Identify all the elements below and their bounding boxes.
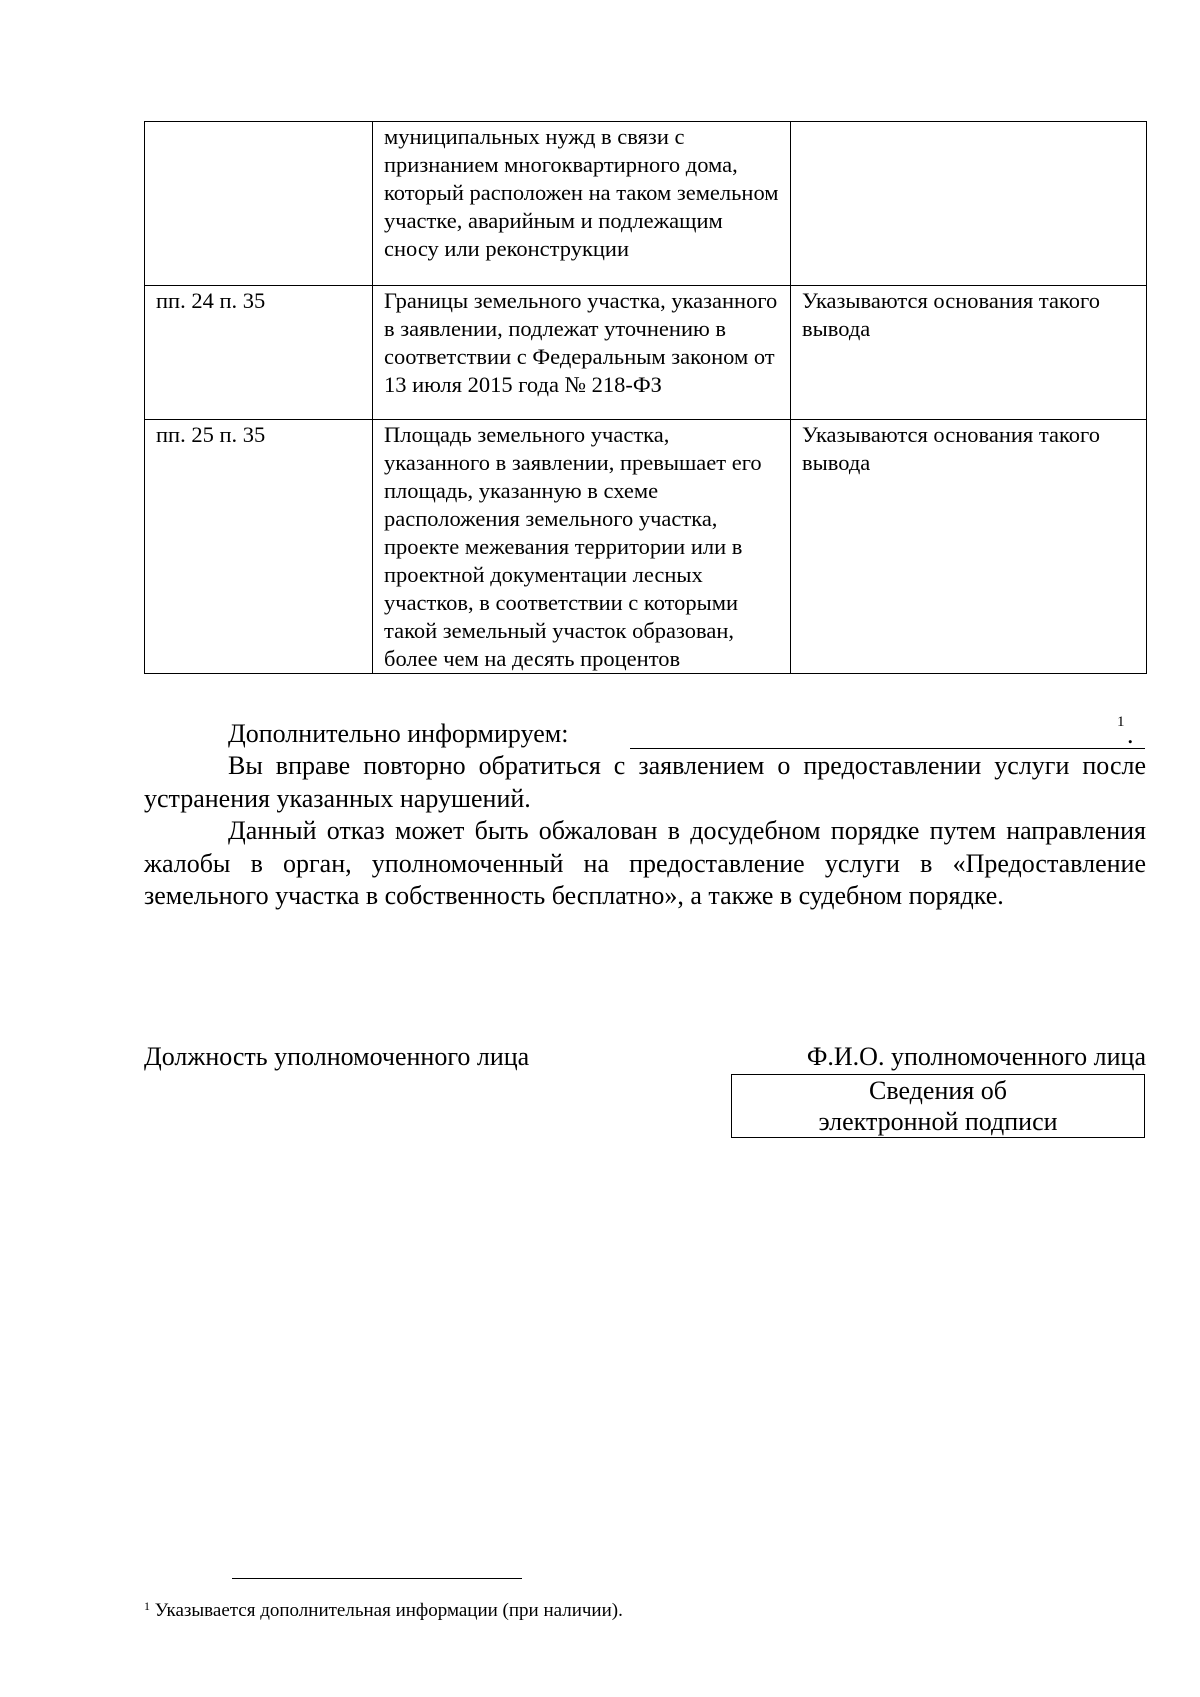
- sentence-period: .: [1127, 720, 1134, 749]
- additional-info-blank-line: [630, 748, 1145, 749]
- ground-ref-cell: пп. 24 п. 35: [145, 286, 373, 420]
- additional-info-label: Дополнительно информируем:: [228, 719, 569, 748]
- reapply-paragraph: Вы вправе повторно обратиться с заявлением о предоставлении услуги после устранения указанных нарушений.: [144, 751, 1146, 813]
- esign-line-2: электронной подписи: [818, 1107, 1058, 1136]
- footnote-reference: 1: [1117, 714, 1125, 730]
- footnote: [144, 1594, 623, 1623]
- footnote-marker: 1: [144, 1599, 150, 1613]
- footnote-separator: [232, 1578, 522, 1579]
- appeal-paragraph: Данный отказ может быть обжалован в досудебном порядке путем направления жалобы в орган, уполномоченный на предоставление услуги в «Предоставление земельного участка в собственность бесплатно», а также в судебном порядке.: [144, 816, 1146, 910]
- refusal-grounds-table: [144, 121, 1147, 674]
- electronic-signature-box: [731, 1074, 1145, 1138]
- ground-reason-cell: муниципальных нужд в связи с признанием многоквартирного дома, который расположен на таком земельном участке, аварийным и подлежащим сносу или реконструкции: [373, 122, 791, 286]
- ground-explanation-cell: Указываются основания такого вывода: [791, 420, 1147, 674]
- table-row: [145, 420, 1147, 674]
- position-label: Должность уполномоченного лица: [144, 1042, 530, 1071]
- esign-line-1: Сведения об: [869, 1076, 1007, 1105]
- ground-reason-cell: Границы земельного участка, указанного в заявлении, подлежат уточнению в соответствии с Федеральным законом от 13 июля 2015 года № 218-ФЗ: [373, 286, 791, 420]
- ground-explanation-cell: Указываются основания такого вывода: [791, 286, 1147, 420]
- table-row: [145, 122, 1147, 286]
- ground-reason-cell: Площадь земельного участка, указанного в заявлении, превышает его площадь, указанную в схеме расположения земельного участка, проекте межевания территории или в проектной документации лесных участков, в соответствии с которыми такой земельный участок образован, более чем на десять процентов: [373, 420, 791, 674]
- footnote-text: Указывается дополнительная информации (при наличии).: [154, 1600, 623, 1621]
- ground-ref-cell: пп. 25 п. 35: [145, 420, 373, 674]
- name-label: Ф.И.О. уполномоченного лица: [806, 1042, 1146, 1071]
- table-row: [145, 286, 1147, 420]
- ground-explanation-cell: [791, 122, 1147, 286]
- ground-ref-cell: [145, 122, 373, 286]
